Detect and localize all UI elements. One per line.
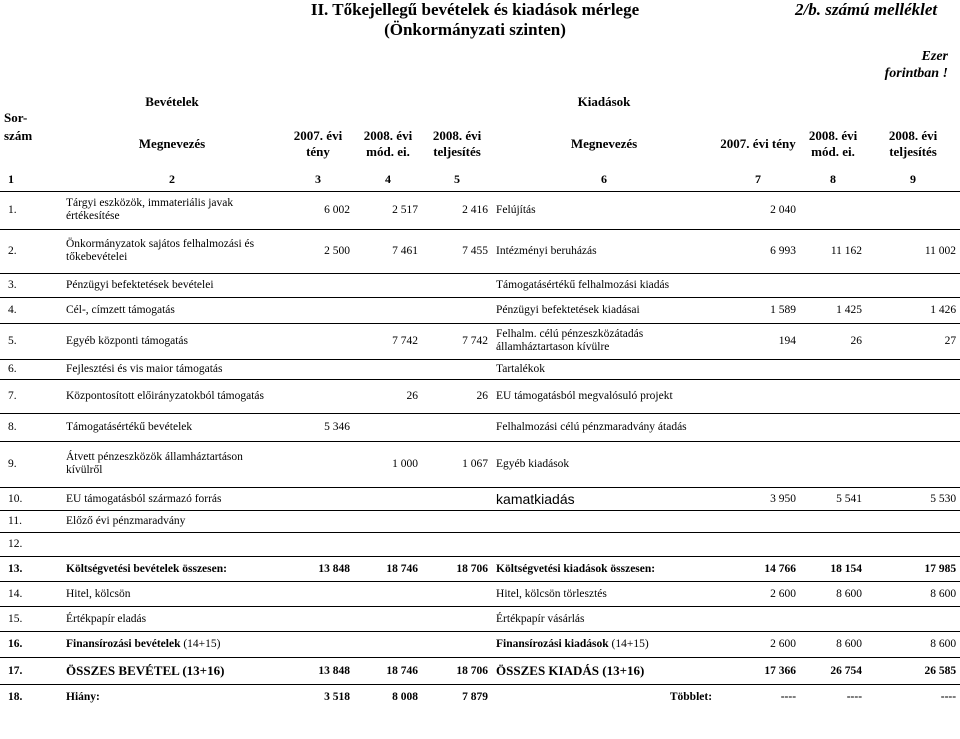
- expense-2007: 14 766: [716, 556, 800, 581]
- table-row: [0, 359, 960, 379]
- expense-2007: [716, 273, 800, 297]
- expense-name: Tartalékok: [492, 359, 716, 379]
- income-name: [62, 532, 282, 556]
- title-line-2: (Önkormányzati szinten): [384, 20, 566, 39]
- row-number: 4.: [0, 297, 62, 323]
- unit-line-2: forintban !: [884, 66, 948, 81]
- table-row: [0, 631, 960, 657]
- income-2008-mod: [354, 581, 422, 606]
- expense-2008-telj: [866, 413, 960, 441]
- income-2008-mod: [354, 631, 422, 657]
- colnum-7: 7: [716, 169, 800, 191]
- expense-2007: [716, 379, 800, 413]
- income-2008-mod: 8 008: [392, 691, 418, 704]
- income-name: Pénzügyi befektetések bevételei: [62, 273, 282, 297]
- income-2007: 3 518: [324, 691, 350, 704]
- expense-name: Hitel, kölcsön törlesztés: [492, 581, 716, 606]
- expense-2008-telj: ----: [940, 691, 957, 704]
- income-name-header: Megnevezés: [138, 136, 206, 151]
- colnum-8: 8: [800, 169, 866, 191]
- income-name: Fejlesztési és vis maior támogatás: [62, 359, 282, 379]
- income-name: EU támogatásból származó forrás: [62, 487, 282, 510]
- expense-name: [492, 532, 716, 556]
- income-name-cell: [62, 631, 282, 657]
- table-row: [0, 441, 960, 487]
- expense-2008-telj: 5 530: [866, 487, 960, 510]
- expense-2008-mod: [800, 441, 866, 487]
- income-2008-mod: [354, 532, 422, 556]
- expense-2008-mod: ----: [846, 691, 863, 704]
- income-2008-telj: 7 879: [462, 691, 489, 704]
- income-2007: [282, 487, 354, 510]
- row-number: 7.: [0, 379, 62, 413]
- income-2008-telj: [422, 510, 492, 532]
- expense-2007: 194: [716, 323, 800, 359]
- income-2008-telj: [422, 487, 492, 510]
- expense-name: Értékpapír vásárlás: [492, 606, 716, 631]
- expense-name: kamatkiadás: [492, 487, 716, 510]
- expense-2008-mod: [800, 379, 866, 413]
- income-2008-telj: [422, 532, 492, 556]
- table-row-balance: [0, 684, 960, 710]
- expense-2008-mod: 26: [800, 323, 866, 359]
- income-2008-telj: [422, 606, 492, 631]
- income-2007: [282, 273, 354, 297]
- income-name: Hitel, kölcsön: [62, 581, 282, 606]
- balance-table: [0, 85, 960, 710]
- expense-2008-telj: [866, 441, 960, 487]
- income-2008-telj: 7 742: [422, 323, 492, 359]
- expense-name: Felhalmozási célú pénzmaradvány átadás: [492, 413, 716, 441]
- expense-2008-telj: 8 600: [866, 631, 960, 657]
- expense-2007: [716, 532, 800, 556]
- income-name: Támogatásértékű bevételek: [62, 413, 282, 441]
- colnum-4: 4: [354, 169, 422, 191]
- income-2008-mod: [354, 487, 422, 510]
- table-row: [0, 323, 960, 359]
- income-2007: 5 346: [282, 413, 354, 441]
- table-row: [0, 229, 960, 273]
- expense-2008-mod: [800, 413, 866, 441]
- expense-2008-mod-header: 2008. évi mód. ei.: [808, 128, 858, 159]
- income-name: Hiány:: [66, 691, 100, 704]
- row-number: 9.: [0, 441, 62, 487]
- income-2007: [282, 532, 354, 556]
- expense-2008-mod: 8 600: [800, 581, 866, 606]
- income-2007: [282, 323, 354, 359]
- expense-name: Költségvetési kiadások összesen:: [492, 556, 716, 581]
- row-number: 5.: [0, 323, 62, 359]
- table-row-total: [0, 657, 960, 684]
- expense-name: Többlet:: [669, 691, 713, 704]
- income-name-suffix: (14+15): [180, 638, 221, 650]
- row-number: 13.: [0, 556, 62, 581]
- expense-2008-telj: 8 600: [866, 581, 960, 606]
- colnum-5: 5: [422, 169, 492, 191]
- expense-2008-telj: 11 002: [866, 229, 960, 273]
- expense-2007: 2 600: [716, 631, 800, 657]
- table-row: [0, 510, 960, 532]
- income-2008-mod: [354, 273, 422, 297]
- table-row: [0, 297, 960, 323]
- income-2008-mod: 1 000: [354, 441, 422, 487]
- expense-2007: ----: [780, 691, 797, 704]
- expense-2007: 2 600: [716, 581, 800, 606]
- income-2008-telj: [422, 273, 492, 297]
- income-2008-telj: 18 706: [422, 556, 492, 581]
- income-2007: [282, 581, 354, 606]
- row-number: 18.: [8, 691, 23, 704]
- income-2008-mod: [354, 413, 422, 441]
- expense-2008-mod: [800, 191, 866, 229]
- expense-2008-mod: [800, 532, 866, 556]
- income-name: Cél-, címzett támogatás: [62, 297, 282, 323]
- expense-2007: [716, 606, 800, 631]
- income-2007: [282, 510, 354, 532]
- expense-2008-telj: [866, 606, 960, 631]
- expense-2008-telj: 1 426: [866, 297, 960, 323]
- income-2008-telj: [422, 631, 492, 657]
- income-2007: [282, 359, 354, 379]
- expense-2007: [716, 510, 800, 532]
- colnum-3: 3: [282, 169, 354, 191]
- income-2008-mod: 26: [354, 379, 422, 413]
- row-number: 6.: [0, 359, 62, 379]
- expense-2007: [716, 359, 800, 379]
- income-2007: 2 500: [282, 229, 354, 273]
- income-name: Egyéb központi támogatás: [62, 323, 282, 359]
- expense-name: EU támogatásból megvalósuló projekt: [492, 379, 716, 413]
- expense-2008-telj: [866, 273, 960, 297]
- income-2008-telj: 18 706: [422, 657, 492, 684]
- annex-label: 2/b. számú melléklet: [795, 0, 938, 19]
- expense-2008-mod: [800, 606, 866, 631]
- income-2007: [282, 606, 354, 631]
- expense-2008-mod: 11 162: [800, 229, 866, 273]
- expense-2008-mod: 26 754: [800, 657, 866, 684]
- expense-2008-telj: [866, 191, 960, 229]
- row-number: 14.: [0, 581, 62, 606]
- expense-2007: [716, 413, 800, 441]
- income-group-header: Bevételek: [145, 94, 199, 109]
- expense-2007: 6 993: [716, 229, 800, 273]
- row-number: 2.: [0, 229, 62, 273]
- expense-2008-mod: 1 425: [800, 297, 866, 323]
- income-2007: [282, 441, 354, 487]
- income-2008-telj: 26: [422, 379, 492, 413]
- expense-2008-telj-header: 2008. évi teljesítés: [888, 128, 938, 159]
- expense-name: ÖSSZES KIADÁS (13+16): [492, 657, 716, 684]
- table-row: [0, 273, 960, 297]
- row-number: 10.: [0, 487, 62, 510]
- expense-name: Felhalm. célú pénzeszközátadás államháztartason kívülre: [492, 323, 716, 359]
- income-2007: 13 848: [282, 556, 354, 581]
- table-row: [0, 581, 960, 606]
- row-number: 11.: [0, 510, 62, 532]
- expense-2008-mod: 5 541: [800, 487, 866, 510]
- expense-name-cell: [492, 631, 716, 657]
- table-row: [0, 606, 960, 631]
- expense-2008-telj: [866, 359, 960, 379]
- income-2008-mod: [354, 510, 422, 532]
- income-2007: [282, 631, 354, 657]
- row-number: 8.: [0, 413, 62, 441]
- row-number: 16.: [0, 631, 62, 657]
- income-2007: [282, 379, 354, 413]
- expense-group-header: Kiadások: [577, 94, 631, 109]
- income-name: Önkormányzatok sajátos felhalmozási és tőkebevételei: [62, 229, 282, 273]
- income-2008-mod: 18 746: [354, 657, 422, 684]
- income-name: Finansírozási bevételek: [66, 638, 181, 650]
- expense-name: Támogatásértékű felhalmozási kiadás: [492, 273, 716, 297]
- expense-2008-telj: [866, 532, 960, 556]
- table-row: [0, 532, 960, 556]
- expense-2007: 1 589: [716, 297, 800, 323]
- income-2008-mod: 7 742: [354, 323, 422, 359]
- expense-2008-mod: 18 154: [800, 556, 866, 581]
- income-name: ÖSSZES BEVÉTEL (13+16): [62, 657, 282, 684]
- income-2008-mod: 18 746: [354, 556, 422, 581]
- expense-2008-telj: 17 985: [866, 556, 960, 581]
- income-2008-telj: 2 416: [422, 191, 492, 229]
- income-2008-mod: 2 517: [354, 191, 422, 229]
- income-name: Központosított előirányzatokból támogatás: [62, 379, 282, 413]
- row-number: 3.: [0, 273, 62, 297]
- expense-2007: 3 950: [716, 487, 800, 510]
- colnum-2: 2: [62, 169, 282, 191]
- income-2007: [282, 297, 354, 323]
- expense-2007: 17 366: [716, 657, 800, 684]
- expense-name-suffix: (14+15): [608, 638, 649, 650]
- income-2008-mod: [354, 606, 422, 631]
- expense-2008-telj: [866, 510, 960, 532]
- table-row: [0, 487, 960, 510]
- title-line-1: II. Tőkejellegű bevételek és kiadások mérlege: [310, 0, 640, 19]
- income-2008-telj: [422, 413, 492, 441]
- row-number: 15.: [0, 606, 62, 631]
- expense-name: Egyéb kiadások: [492, 441, 716, 487]
- expense-2008-telj: 26 585: [866, 657, 960, 684]
- table-row: [0, 413, 960, 441]
- expense-2008-mod: [800, 510, 866, 532]
- income-2008-telj: [422, 359, 492, 379]
- income-2007-header: 2007. évi tény: [293, 128, 343, 159]
- expense-name: Intézményi beruházás: [492, 229, 716, 273]
- income-name: Átvett pénzeszközök államháztartáson kívülről: [62, 441, 282, 487]
- income-name: Költségvetési bevételek összesen:: [62, 556, 282, 581]
- income-2008-telj: [422, 581, 492, 606]
- table-row-subtotal: [0, 556, 960, 581]
- expense-2008-mod: [800, 273, 866, 297]
- expense-2008-mod: [800, 359, 866, 379]
- expense-name: [492, 510, 716, 532]
- income-name: Tárgyi eszközök, immateriális javak értékesítése: [62, 191, 282, 229]
- income-name: Értékpapír eladás: [62, 606, 282, 631]
- unit-line-1: Ezer: [921, 49, 948, 64]
- expense-name: Felújítás: [492, 191, 716, 229]
- expense-name: Finansírozási kiadások: [496, 638, 609, 650]
- income-2008-mod: [354, 359, 422, 379]
- income-2008-mod: [354, 297, 422, 323]
- expense-2007: [716, 441, 800, 487]
- colnum-9: 9: [866, 169, 960, 191]
- expense-2007-header: 2007. évi tény: [720, 136, 796, 151]
- expense-name-header: Megnevezés: [570, 136, 638, 151]
- row-number: 17.: [0, 657, 62, 684]
- colnum-1: 1: [0, 169, 62, 191]
- income-2008-mod: 7 461: [354, 229, 422, 273]
- expense-name: Pénzügyi befektetések kiadásai: [492, 297, 716, 323]
- expense-2008-telj: [866, 379, 960, 413]
- income-2008-mod-header: 2008. évi mód. ei.: [363, 128, 413, 159]
- income-name: Előző évi pénzmaradvány: [62, 510, 282, 532]
- income-2007: 6 002: [282, 191, 354, 229]
- expense-2008-mod: 8 600: [800, 631, 866, 657]
- income-2008-telj: 1 067: [422, 441, 492, 487]
- income-2007: 13 848: [282, 657, 354, 684]
- sorszam-header: Sor- szám: [4, 110, 33, 143]
- income-2008-telj: [422, 297, 492, 323]
- income-2008-telj: 7 455: [422, 229, 492, 273]
- colnum-6: 6: [492, 169, 716, 191]
- expense-2008-telj: 27: [866, 323, 960, 359]
- expense-2007: 2 040: [716, 191, 800, 229]
- table-row: [0, 191, 960, 229]
- income-2008-telj-header: 2008. évi teljesítés: [432, 128, 482, 159]
- row-number: 1.: [0, 191, 62, 229]
- table-row: [0, 379, 960, 413]
- row-number: 12.: [0, 532, 62, 556]
